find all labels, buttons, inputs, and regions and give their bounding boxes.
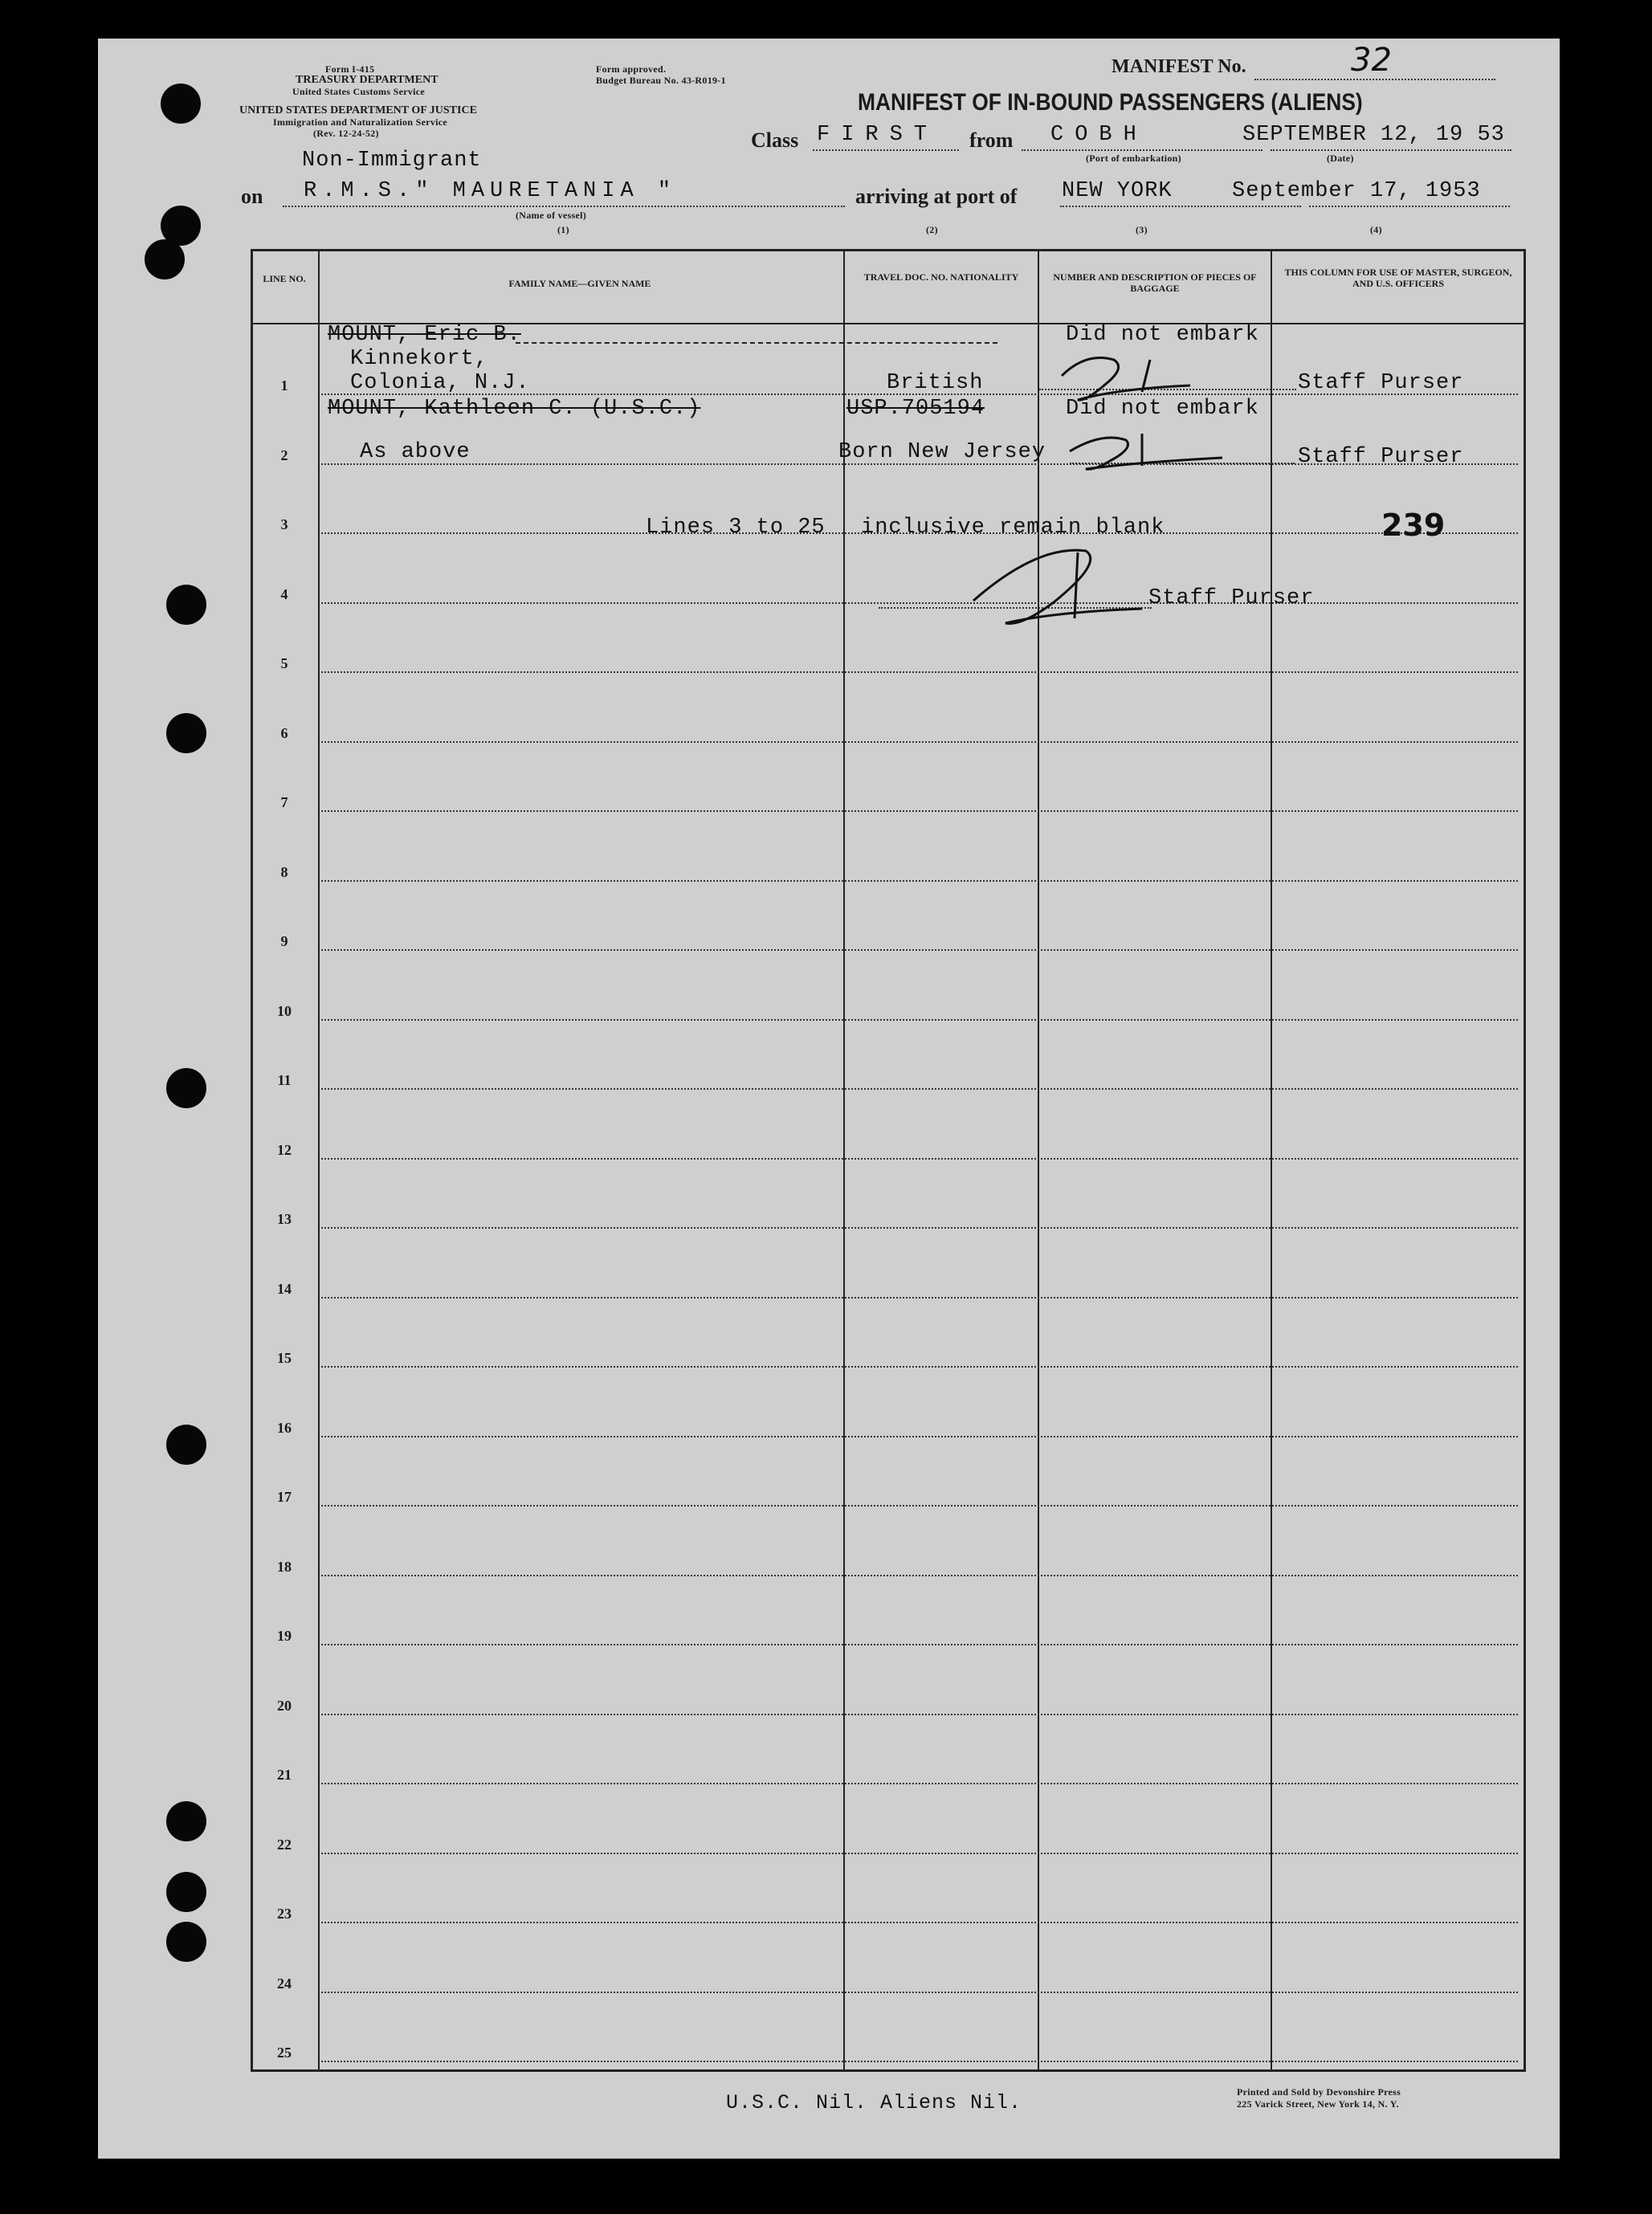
passenger-name-1: MOUNT, Eric B. [328,323,521,347]
vessel-caption: (Name of vessel) [516,210,587,221]
binder-hole [166,713,206,753]
line-number: 21 [277,1767,292,1783]
table-row [321,1575,1518,1576]
binder-hole [166,1801,206,1841]
as-above: As above [360,440,471,464]
treasury-department: TREASURY DEPARTMENT [296,74,438,86]
binder-hole [145,239,185,279]
did-not-embark-2: Did not embark [1066,397,1259,421]
line-number: 3 [280,516,288,532]
vessel-name: R.M.S." MAURETANIA " [304,179,677,203]
line-number: 4 [280,585,288,602]
form-number: Form I-415 [325,63,375,75]
binder-hole [166,1872,206,1912]
purser-signature-3 [917,528,1158,633]
port-caption: (Port of embarkation) [1086,153,1181,164]
table-row [321,1922,1518,1923]
table-row [321,1436,1518,1437]
line-number: 7 [280,794,288,810]
table-row [321,1297,1518,1299]
line-number: 15 [277,1350,292,1366]
summary-line: U.S.C. Nil. Aliens Nil. [726,2091,1022,2114]
line-number: 17 [277,1489,292,1505]
line-number: 11 [277,1072,292,1088]
table-row [321,1853,1518,1854]
header-name: FAMILY NAME—GIVEN NAME [508,278,651,289]
line-number: 2 [280,446,288,463]
port-of-embarkation: COBH [1050,123,1148,147]
header-baggage: NUMBER AND DESCRIPTION OF PIECES OF BAGGAGE [1053,271,1257,294]
passenger-name-2: MOUNT, Kathleen C. (U.S.C.) [328,397,701,421]
customs-service: United States Customs Service [292,86,426,97]
line-number: 12 [277,1141,292,1158]
purser-signature-2 [1030,405,1254,477]
table-row [321,1158,1518,1160]
purser-signature-1 [1030,336,1254,408]
staff-purser-1: Staff Purser [1298,371,1464,395]
on-label: on [241,185,263,208]
department-of-justice: UNITED STATES DEPARTMENT OF JUSTICE [239,104,477,116]
arrival-date: September 17, 1953 [1232,179,1481,203]
table-row [321,949,1518,951]
vessel-underline [283,206,845,207]
manifest-no-underline [1254,79,1495,80]
line-number: 6 [280,724,288,741]
arrival-port: NEW YORK [1062,179,1173,203]
staff-purser-3: Staff Purser [1148,586,1315,610]
col-divider-2 [843,249,845,2072]
passenger-address-1: Kinnekort, [350,347,489,371]
binder-hole [166,1068,206,1108]
line-number: 18 [277,1558,292,1575]
manifest-no-value: 32 [1351,42,1392,79]
line-number: 10 [277,1002,292,1019]
class-underline [813,149,959,151]
class-value: FIRST [817,123,939,147]
line-number: 19 [277,1628,292,1644]
table-row [321,810,1518,812]
col-number-4: (4) [1370,224,1382,235]
line-number: 1 [280,377,288,393]
header-officers: THIS COLUMN FOR USE OF MASTER, SURGEON, AND U.S. OFFICERS [1284,267,1512,289]
line-number: 20 [277,1697,292,1714]
manifest-no-label: MANIFEST No. [1112,56,1246,77]
printer-line-2: 225 Varick Street, New York 14, N. Y. [1237,2098,1399,2110]
table-row [321,1644,1518,1645]
line-number: 8 [280,863,288,880]
arriving-label: arriving at port of [855,185,1018,208]
table-row [321,1783,1518,1784]
stamp-number: 239 [1381,508,1446,543]
col-number-3: (3) [1136,224,1148,235]
born-new-jersey: Born New Jersey [838,440,1046,464]
date-caption: (Date) [1327,153,1354,164]
nationality-1: British [887,371,984,395]
binder-hole [166,585,206,625]
col-number-1: (1) [557,224,569,235]
header-travel-doc: TRAVEL DOC. NO. NATIONALITY [863,271,1019,283]
table-row [321,1019,1518,1021]
table-row [321,741,1518,743]
line-number: 14 [277,1280,292,1297]
binder-hole [166,1425,206,1465]
manifest-page [98,39,1560,2159]
ins-service: Immigration and Naturalization Service [273,116,448,128]
line-number: 24 [277,1975,292,1992]
arrival-port-underline [1060,206,1301,207]
form-approved: Form approved. [596,63,667,75]
table-row [321,880,1518,882]
table-row [321,2061,1518,2062]
table-row [321,671,1518,673]
binder-hole [161,84,201,124]
line-number: 9 [280,933,288,949]
table-row [321,1714,1518,1715]
travel-doc-2: USP.705194 [846,397,985,421]
line-number: 16 [277,1419,292,1436]
table-row [321,1366,1518,1368]
from-label: from [969,128,1014,152]
line-number: 13 [277,1211,292,1227]
lines-blank-part-1: Lines 3 to 25 [646,516,826,540]
form-revision: (Rev. 12-24-52) [313,128,379,139]
cancel-dash-1 [516,342,997,344]
staff-purser-2: Staff Purser [1298,445,1464,469]
line-number: 23 [277,1906,292,1922]
header-line-no: LINE NO. [263,273,306,284]
table-row [321,1505,1518,1507]
budget-bureau: Budget Bureau No. 43-R019-1 [596,75,726,86]
table-row [321,1227,1518,1229]
lines-blank-part-2: inclusive remain blank [861,516,1165,540]
col-divider-1 [318,249,320,2072]
table-row [321,1992,1518,1993]
class-label: Class [751,128,799,152]
col-divider-4 [1271,249,1272,2072]
printer-line-1: Printed and Sold by Devonshire Press [1237,2086,1401,2098]
port-underline [1022,149,1262,151]
binder-hole [166,1922,206,1962]
table-row [321,1088,1518,1090]
passenger-category: Non-Immigrant [302,149,482,173]
date-underline [1271,149,1511,151]
line-number: 5 [280,655,288,671]
arrival-date-underline [1309,206,1510,207]
col-number-2: (2) [926,224,938,235]
line-number: 22 [277,1836,292,1853]
manifest-title: MANIFEST OF IN-BOUND PASSENGERS (ALIENS) [858,89,1363,116]
departure-date: SEPTEMBER 12, 19 53 [1242,123,1505,147]
passenger-address-2: Colonia, N.J. [350,371,530,395]
line-number: 25 [277,2045,292,2061]
did-not-embark-1: Did not embark [1066,323,1259,347]
